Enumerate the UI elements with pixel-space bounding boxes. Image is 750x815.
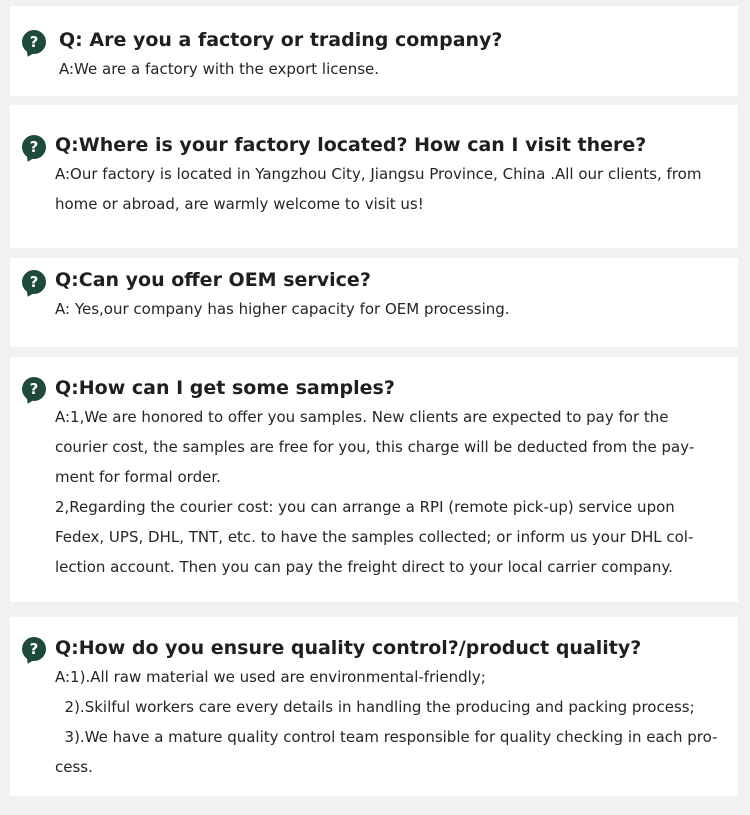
faq-answer-line: A:Our factory is located in Yangzhou City, Jiangsu Province, China .All our clients, from [55, 165, 702, 183]
faq-answer-line: 2,Regarding the courier cost: you can arrange a RPI (remote pick-up) service upon [55, 498, 675, 516]
question-icon: ? [22, 270, 46, 294]
faq-answer-line: A:We are a factory with the export license. [59, 60, 380, 78]
faq-answer-line: 2).Skilful workers care every details in handling the producing and packing process; [55, 698, 695, 716]
faq-question: Q:Where is your factory located? How can I visit there? [55, 134, 647, 156]
faq-answer [55, 294, 720, 324]
faq-answer-line: lection account. Then you can pay the freight direct to your local carrier company. [55, 558, 673, 576]
faq-item-oem [10, 258, 738, 347]
faq-answer-line: Fedex, UPS, DHL, TNT, etc. to have the samples collected; or inform us your DHL col- [55, 528, 694, 546]
faq-answer-line: ment for formal order. [55, 468, 221, 486]
faq-question: Q:How do you ensure quality control?/product quality? [55, 637, 642, 659]
faq-answer [55, 662, 720, 782]
faq-question: Q:Can you offer OEM service? [55, 269, 371, 291]
faq-question: Q: Are you a factory or trading company? [59, 29, 503, 51]
faq-answer-line: cess. [55, 758, 93, 776]
faq-answer-line: A:1,We are honored to offer you samples. New clients are expected to pay for the [55, 408, 669, 426]
faq-answer-line: A: Yes,our company has higher capacity for OEM processing. [55, 300, 510, 318]
faq-item-location [10, 105, 738, 248]
question-icon: ? [22, 30, 46, 54]
faq-item-factory [10, 6, 738, 96]
question-icon: ? [22, 637, 46, 661]
faq-answer [55, 402, 720, 582]
question-icon: ? [22, 135, 46, 159]
faq-item-samples [10, 357, 738, 602]
faq-answer-line: courier cost, the samples are free for you, this charge will be deducted from the pay- [55, 438, 695, 456]
question-icon: ? [22, 377, 46, 401]
faq-answer-line: A:1).All raw material we used are environmental-friendly; [55, 668, 486, 686]
faq-answer [59, 54, 720, 84]
faq-answer [55, 159, 720, 219]
faq-answer-line: 3).We have a mature quality control team responsible for quality checking in each pro- [55, 728, 718, 746]
faq-item-quality [10, 617, 738, 796]
faq-answer-line: home or abroad, are warmly welcome to visit us! [55, 195, 424, 213]
faq-question: Q:How can I get some samples? [55, 377, 395, 399]
